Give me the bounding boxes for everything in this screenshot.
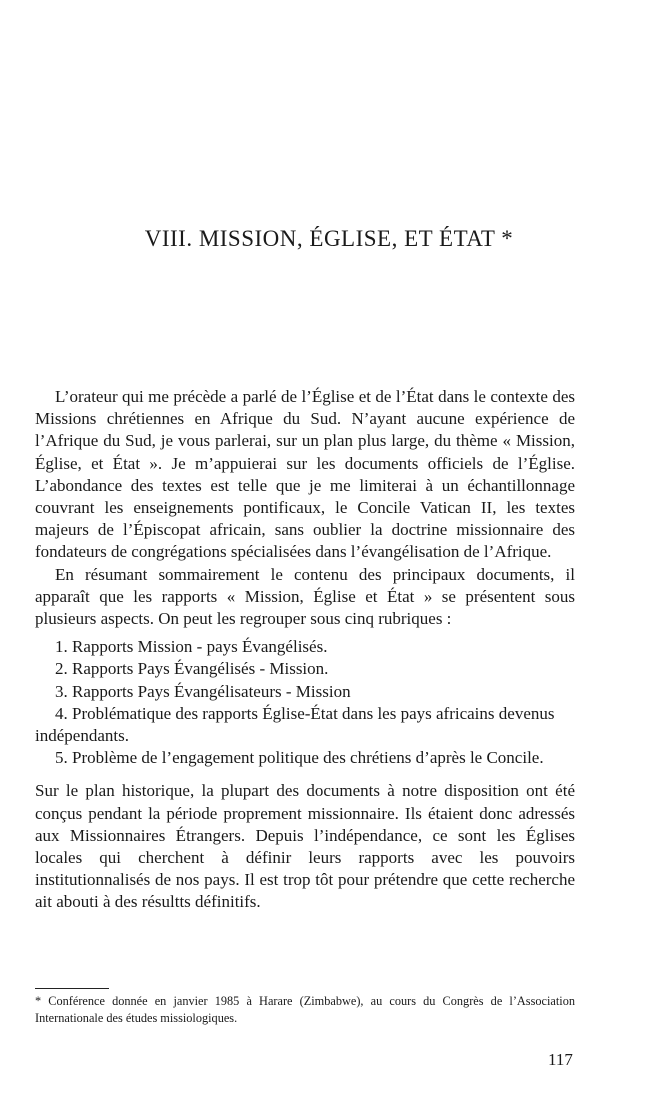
list-item: 2. Rapports Pays Évangélisés - Mission. <box>55 659 329 679</box>
list-item: 1. Rapports Mission - pays Évangélisés. <box>55 637 328 657</box>
list-item: 5. Problème de l’engagement politique des chrétiens d’après le Concile. <box>55 748 544 768</box>
body-text <box>35 386 575 914</box>
list-item: 4. Problématique des rapports Église-État dans les pays africains devenus indépendants. <box>35 703 555 746</box>
chapter-title: VIII. MISSION, ÉGLISE, ET ÉTAT * <box>144 226 514 251</box>
paragraph-gap <box>35 769 575 780</box>
summary-paragraph: En résumant sommairement le contenu des principaux documents, il apparaît que les rapports « Mission, Église et État » se présentent sous plusieurs aspects. On peut les regrouper sous cinq rubriques : <box>35 564 575 629</box>
footnote-divider <box>35 988 109 989</box>
footnote: * Conférence donnée en janvier 1985 à Harare (Zimbabwe), au cours du Congrès de l’Association Internationale des études missiologiques. <box>35 994 575 1025</box>
historical-paragraph: Sur le plan historique, la plupart des documents à notre disposition ont été conçus pendant la période proprement missionnaire. Ils étaient donc adressés aux Missionnaires Étrangers. Depuis l’indépendance, ce sont les Églises locales qui cherchent à définir leurs rapports avec les pouvoirs institutionnalisés de nos pays. Il est trop tôt pour prétendre que cette recherche ait abouti à des résultts définitifs. <box>35 781 575 912</box>
page-number: 117 <box>548 1050 573 1069</box>
list-item: 3. Rapports Pays Évangélisateurs - Mission <box>55 681 351 701</box>
intro-paragraph: L’orateur qui me précède a parlé de l’Église et de l’État dans le contexte des Missions chrétiennes en Afrique du Sud. N’ayant aucune expérience de l’Afrique du Sud, je vous parlerai, sur un plan plus large, du thème « Mission, Église, et État ». Je m’appuierai sur les documents officiels de l’Église. L’abondance des textes est telle que je me limiterai à un échantillonnage couvrant les enseignements pontificaux, le Concile Vatican II, les textes majeurs de l’Épiscopat africain, sans oublier la doctrine missionnaire des fondateurs de congrégations spécialisées dans l’évangélisation de l’Afrique. <box>35 387 575 562</box>
rubric-list <box>35 636 575 769</box>
